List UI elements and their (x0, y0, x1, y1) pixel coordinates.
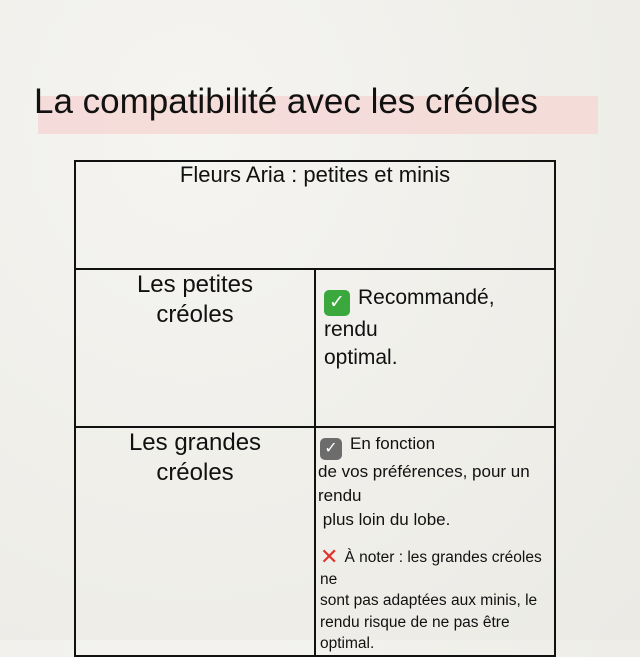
compatibility-table (74, 160, 556, 657)
table-header-row (75, 161, 555, 269)
row-label-line: Les grandes (128, 429, 262, 456)
note-text: sont pas adaptées aux minis, le (320, 592, 538, 609)
cross-mark-icon: ✕ (320, 544, 339, 569)
row-label-line: Les petites (136, 271, 254, 298)
page-title: La compatibilité avec les créoles (34, 82, 538, 121)
row-label-large-hoops (75, 427, 315, 656)
table-row (75, 269, 555, 427)
preference-text: de vos préférences, pour un rendu (318, 462, 530, 505)
table-row (75, 427, 555, 656)
row-label-line: créoles (156, 301, 234, 328)
row-content-large-hoops (315, 427, 555, 656)
note-text: À noter : les grandes créoles ne (320, 549, 542, 588)
check-mark-button-icon: ✓ (324, 290, 350, 316)
preference-text: En fonction (350, 434, 436, 453)
row-label-small-hoops (75, 269, 315, 427)
table-header: Fleurs Aria : petites et minis (75, 161, 555, 269)
check-box-icon: ✓ (320, 438, 342, 460)
recommendation-text: Recommandé, rendu (324, 286, 495, 341)
note-text: rendu risque de ne pas être optimal. (320, 613, 510, 652)
row-label-line: créoles (156, 459, 234, 486)
preference-text: plus loin du lobe. (322, 510, 451, 529)
row-content-small-hoops (315, 269, 555, 427)
recommendation-text: optimal. (324, 346, 398, 369)
